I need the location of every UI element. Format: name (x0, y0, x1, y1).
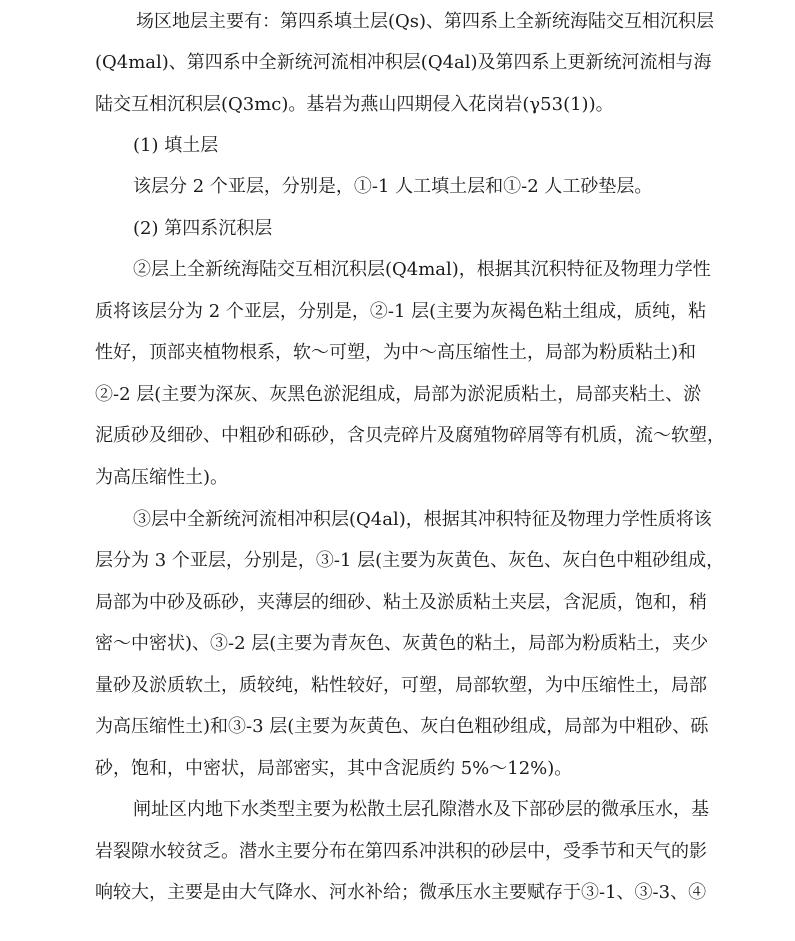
text-line: ③层中全新统河流相冲积层(Q4al)，根据其冲积特征及物理力学性质将该 (133, 509, 712, 530)
text-line: 闸址区内地下水类型主要为松散土层孔隙潜水及下部砂层的微承压水，基 (133, 799, 709, 820)
text-line: 场区地层主要有：第四系填土层(Qs)、第四系上全新统海陆交互相沉积层 (136, 11, 715, 32)
text-line: 砂，饱和，中密状，局部密实，其中含泥质约 5%～12%)。 (95, 758, 573, 779)
section-heading: (1) 填土层 (133, 135, 219, 156)
text-line: 为高压缩性土)和③-3 层(主要为灰黄色、灰白色粗砂组成，局部为中粗砂、砾 (95, 716, 709, 737)
text-line: ②层上全新统海陆交互相沉积层(Q4mal)，根据其沉积特征及物理力学性 (133, 259, 711, 280)
text-line: 质将该层分为 2 个亚层，分别是，②-1 层(主要为灰褐色粘土组成，质纯，粘 (95, 301, 707, 322)
text-line: (Q4mal)、第四系中全新统河流相冲积层(Q4al)及第四系上更新统河流相与海 (95, 52, 712, 73)
text-line: 泥质砂及细砂、中粗砂和砾砂，含贝壳碎片及腐殖物碎屑等有机质，流～软塑， (95, 425, 725, 446)
section-heading: (2) 第四系沉积层 (133, 218, 273, 239)
text-line: 密～中密状)、③-2 层(主要为青灰色、灰黄色的粘土，局部为粉质粘土，夹少 (95, 633, 709, 654)
text-line: 响较大，主要是由大气降水、河水补给；微承压水主要赋存于③-1、③-3、④ (95, 882, 707, 903)
text-line: 为高压缩性土)。 (95, 467, 229, 488)
text-line: 陆交互相沉积层(Q3mc)。基岩为燕山四期侵入花岗岩(γ53(1))。 (95, 94, 614, 115)
text-line: 该层分 2 个亚层，分别是，①-1 人工填土层和①-2 人工砂垫层。 (133, 176, 653, 197)
text-line: 层分为 3 个亚层，分别是，③-1 层(主要为灰黄色、灰色、灰白色中粗砂组成， (95, 550, 725, 571)
text-line: 岩裂隙水较贫乏。潜水主要分布在第四系冲洪积的砂层中，受季节和天气的影 (95, 841, 707, 862)
text-line: 局部为中砂及砾砂，夹薄层的细砂、粘土及淤质粘土夹层，含泥质，饱和，稍 (95, 592, 707, 613)
text-line: 量砂及淤质软土，质较纯，粘性较好，可塑，局部软塑，为中压缩性土，局部 (95, 675, 707, 696)
text-line: 性好，顶部夹植物根系，软～可塑，为中～高压缩性土，局部为粉质粘土)和 (95, 342, 697, 363)
text-line: ②-2 层(主要为深灰、灰黑色淤泥组成，局部为淤泥质粘土，局部夹粘土、淤 (95, 384, 702, 405)
